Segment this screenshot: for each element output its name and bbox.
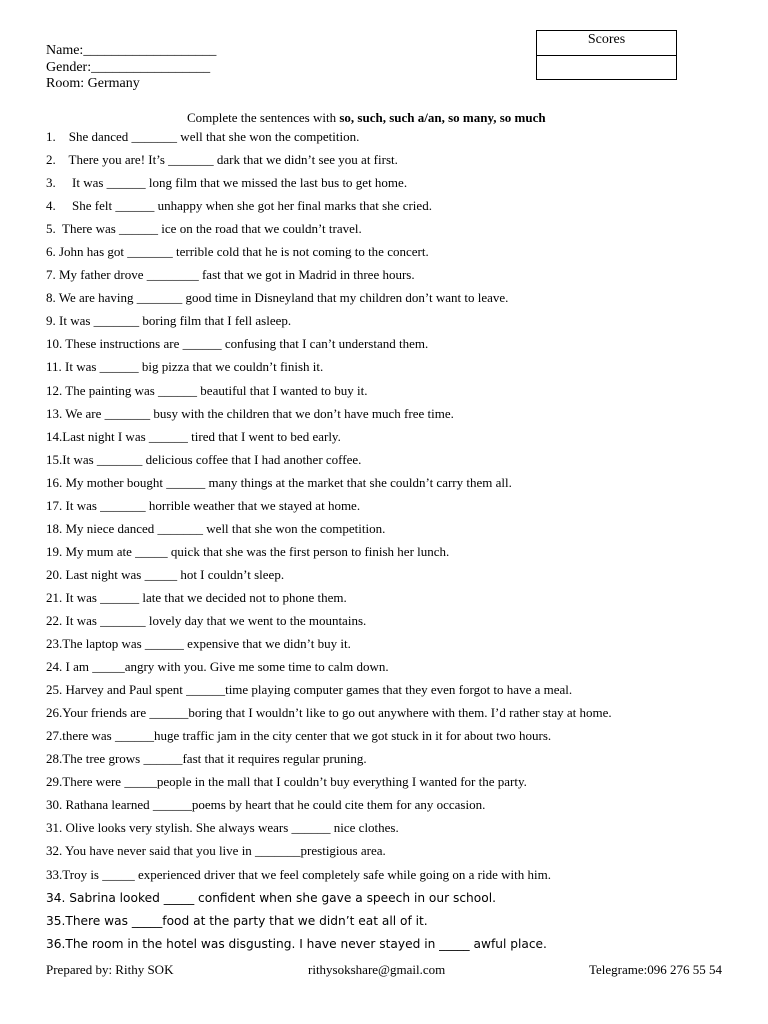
contact-email: rithysokshare@gmail.com: [308, 962, 446, 977]
question-list: [46, 127, 746, 957]
room-label: Room: Germany: [46, 76, 140, 91]
question-item: 26.Your friends are ______boring that I wouldn’t like to go out anywhere with them. I’d rather stay at home.: [46, 705, 612, 721]
question-item: 11. It was ______ big pizza that we couldn’t finish it.: [46, 359, 324, 375]
question-item: 1. She danced _______ well that she won the competition.: [46, 129, 360, 144]
question-item: 6. John has got _______ terrible cold that he is not coming to the concert.: [46, 244, 429, 260]
question-item: 23.The laptop was ______ expensive that we didn’t buy it.: [46, 636, 351, 652]
question-item: 9. It was _______ boring film that I fell asleep.: [46, 313, 292, 329]
question-item: 10. These instructions are ______ confusing that I can’t understand them.: [46, 336, 429, 352]
question-item: 3. It was ______ long film that we missed the last bus to get home.: [46, 175, 408, 191]
question-item: 18. My niece danced _______ well that she won the competition.: [46, 520, 386, 536]
question-item: 19. My mum ate _____ quick that she was the first person to finish her lunch.: [46, 543, 450, 559]
scores-label: Scores: [537, 31, 676, 56]
question-item: 21. It was ______ late that we decided not to phone them.: [46, 589, 347, 605]
instruction-options: so, such, such a/an, so many, so much: [339, 110, 546, 125]
prepared-by: Prepared by: Rithy SOK: [46, 962, 174, 977]
gender-field[interactable]: Gender:_________________: [46, 59, 211, 75]
question-item: 7. My father drove ________ fast that we got in Madrid in three hours.: [46, 267, 415, 283]
telegram-contact: Telegrame:096 276 55 54: [588, 962, 722, 977]
question-item: 36.The room in the hotel was disgusting. I have never stayed in _____ awful place.: [46, 936, 547, 951]
question-item: 16. My mother bought ______ many things at the market that she couldn’t carry them all.: [46, 474, 512, 490]
question-item: 12. The painting was ______ beautiful that I wanted to buy it.: [46, 382, 368, 398]
question-item: 22. It was _______ lovely day that we went to the mountains.: [46, 612, 367, 628]
question-item: 24. I am _____angry with you. Give me some time to calm down.: [46, 659, 389, 675]
question-item: 14.Last night I was ______ tired that I went to bed early.: [46, 428, 341, 444]
question-item: 4. She felt ______ unhappy when she got her final marks that she cried.: [46, 198, 432, 214]
name-field[interactable]: Name:___________________: [46, 43, 217, 58]
question-item: 25. Harvey and Paul spent ______time playing computer games that they even forgot to have a meal.: [46, 682, 573, 698]
instruction-text: Complete the sentences with: [187, 110, 340, 125]
question-item: 35.There was _____food at the party that we didn’t eat all of it.: [46, 913, 428, 928]
question-item: 15.It was _______ delicious coffee that I had another coffee.: [46, 451, 362, 467]
question-item: 33.Troy is _____ experienced driver that we feel completely safe while going on a ride with him.: [46, 866, 551, 882]
question-item: 27.there was ______huge traffic jam in the city center that we got stuck in it for about two hours.: [46, 728, 552, 744]
instruction: [187, 110, 546, 126]
scores-value[interactable]: [537, 56, 676, 80]
question-item: 17. It was _______ horrible weather that we stayed at home.: [46, 497, 361, 513]
question-item: 32. You have never said that you live in _______prestigious area.: [46, 843, 386, 859]
question-item: 5. There was ______ ice on the road that we couldn’t travel.: [46, 221, 362, 237]
question-item: 13. We are _______ busy with the children that we don’t have much free time.: [46, 405, 454, 421]
scores-box: [536, 30, 677, 80]
question-item: 34. Sabrina looked _____ confident when she gave a speech in our school.: [46, 890, 496, 905]
question-item: 8. We are having _______ good time in Disneyland that my children don’t want to leave.: [46, 290, 509, 306]
question-item: 29.There were _____people in the mall that I couldn’t buy everything I wanted for the party.: [46, 774, 527, 790]
question-item: 30. Rathana learned ______poems by heart that he could cite them for any occasion.: [46, 797, 486, 813]
question-item: 2. There you are! It’s _______ dark that we didn’t see you at first.: [46, 152, 398, 168]
question-item: 31. Olive looks very stylish. She always wears ______ nice clothes.: [46, 820, 399, 836]
question-item: 20. Last night was _____ hot I couldn’t sleep.: [46, 566, 285, 582]
question-item: 28.The tree grows ______fast that it requires regular pruning.: [46, 751, 367, 767]
student-info: [46, 43, 216, 93]
